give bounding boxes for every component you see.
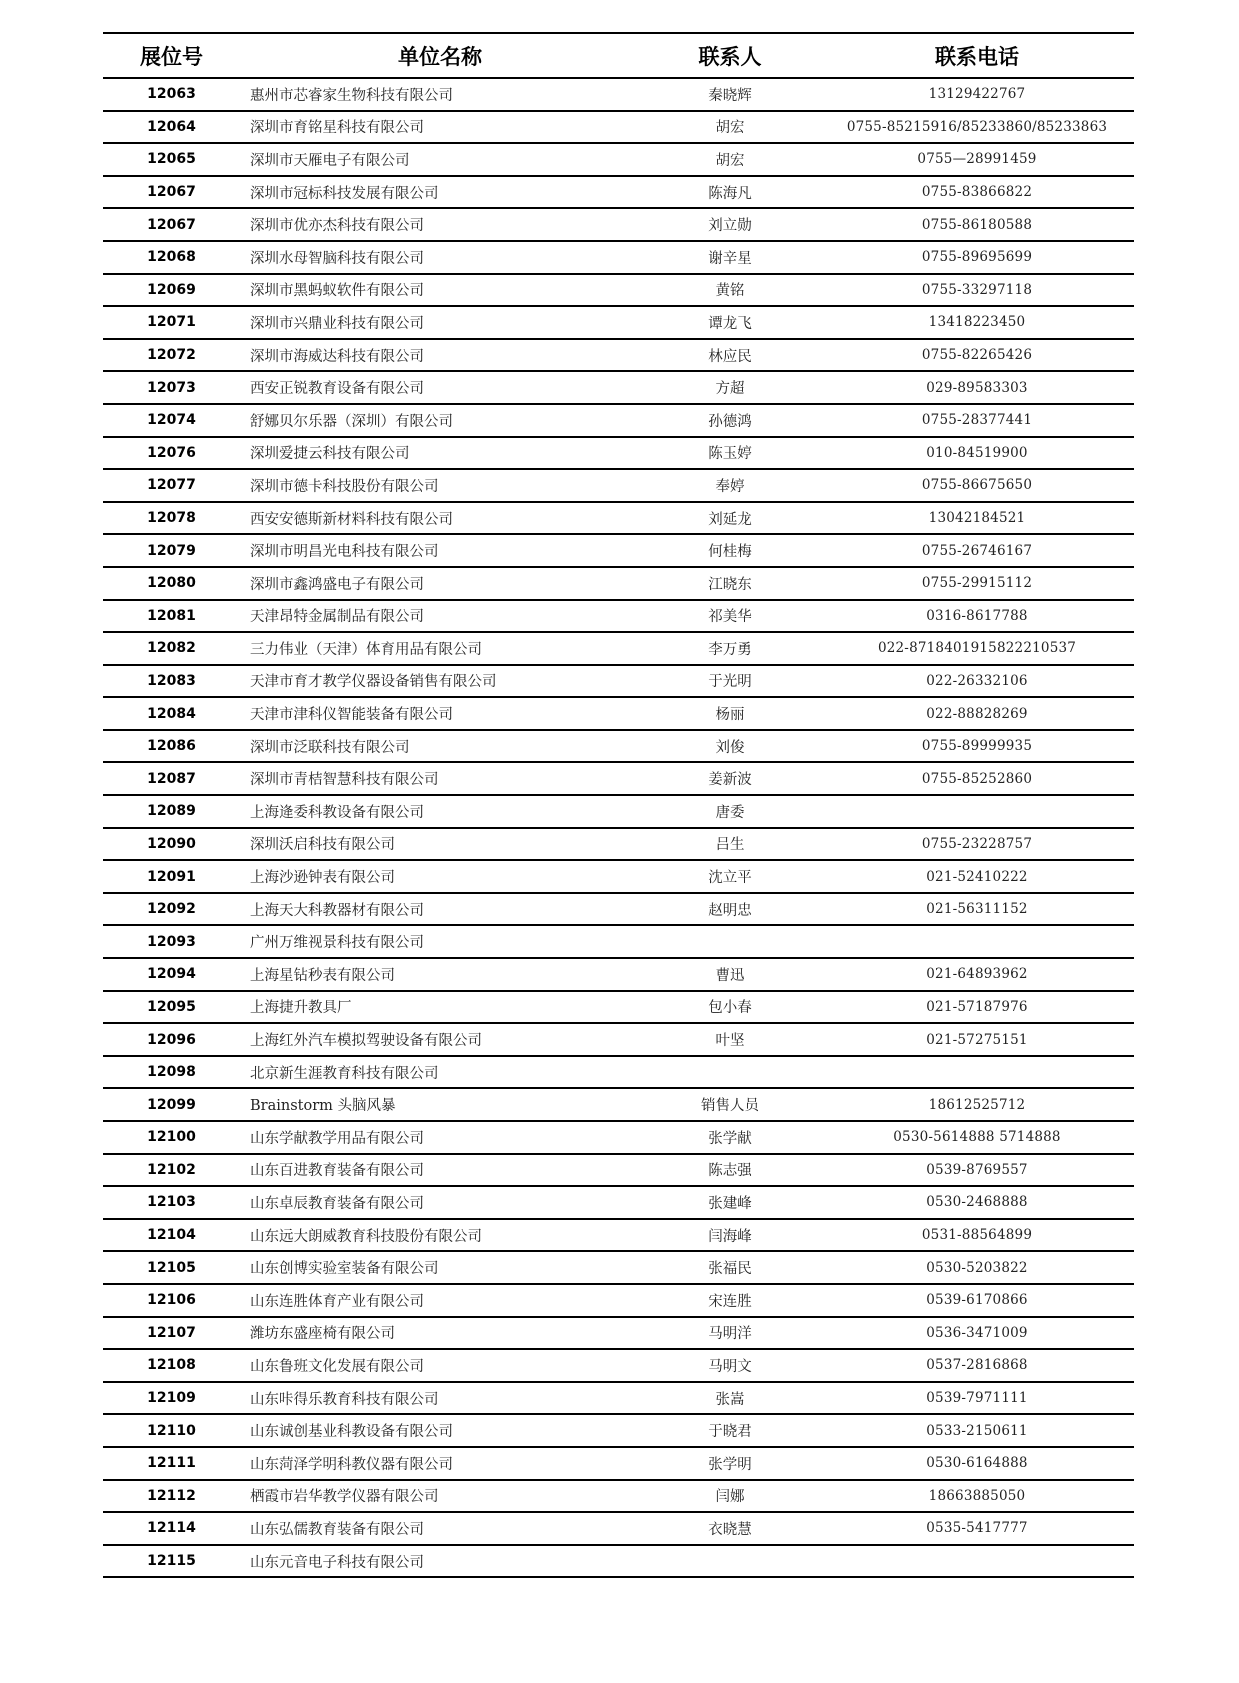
phone-cell: 022-88828269 <box>926 705 1028 722</box>
booth-cell: 12069 <box>147 281 196 298</box>
company-cell: 山东百进教育装备有限公司 <box>250 1163 424 1180</box>
company-cell: 山东远大朗威教育科技股份有限公司 <box>250 1228 482 1245</box>
booth-cell: 12082 <box>147 640 196 657</box>
phone-cell: 021-64893962 <box>926 966 1028 983</box>
contact-cell: 陈志强 <box>708 1163 752 1180</box>
booth-cell: 12099 <box>147 1096 196 1113</box>
contact-cell: 方超 <box>715 381 745 398</box>
booth-cell: 12090 <box>147 835 196 852</box>
booth-cell: 12103 <box>147 1194 196 1211</box>
table-row <box>103 731 1134 764</box>
phone-cell: 029-89583303 <box>926 379 1028 396</box>
phone-cell: 0530-5614888 5714888 <box>893 1129 1061 1146</box>
company-cell: 深圳市优亦杰科技有限公司 <box>250 218 424 235</box>
company-cell: Brainstorm 头脑风暴 <box>250 1098 396 1115</box>
contact-cell: 林应民 <box>708 348 752 365</box>
company-cell: 山东学献教学用品有限公司 <box>250 1130 424 1147</box>
table-row <box>103 1383 1134 1416</box>
phone-cell: 0755-29915112 <box>921 575 1033 592</box>
table-row <box>103 861 1134 894</box>
phone-cell: 0530-2468888 <box>926 1194 1028 1211</box>
booth-cell: 12093 <box>147 933 196 950</box>
booth-cell: 12091 <box>147 868 196 885</box>
contact-cell: 胡宏 <box>715 120 745 137</box>
booth-cell: 12086 <box>147 738 196 755</box>
phone-cell: 021-56311152 <box>926 901 1028 918</box>
contact-cell: 叶坚 <box>715 1033 745 1050</box>
table-row <box>103 829 1134 862</box>
phone-cell: 021-52410222 <box>926 868 1028 885</box>
table-body <box>103 79 1134 1578</box>
table-row <box>103 959 1134 992</box>
company-cell: 舒娜贝尔乐器（深圳）有限公司 <box>250 413 453 430</box>
contact-cell: 李万勇 <box>708 641 752 658</box>
booth-cell: 12073 <box>147 379 196 396</box>
phone-cell: 0755-23228757 <box>921 835 1033 852</box>
booth-cell: 12112 <box>147 1487 196 1504</box>
table-row <box>103 209 1134 242</box>
booth-cell: 12067 <box>147 184 196 201</box>
phone-cell: 0531-88564899 <box>921 1227 1033 1244</box>
contact-cell: 张福民 <box>708 1261 752 1278</box>
phone-cell: 0755—28991459 <box>917 151 1037 168</box>
booth-cell: 12092 <box>147 901 196 918</box>
contact-cell: 奉婷 <box>715 478 745 495</box>
company-cell: 深圳市德卡科技股份有限公司 <box>250 478 439 495</box>
contact-cell: 胡宏 <box>715 152 745 169</box>
booth-cell: 12063 <box>147 86 196 103</box>
table-row <box>103 601 1134 634</box>
company-cell: 山东咔得乐教育科技有限公司 <box>250 1391 439 1408</box>
contact-cell: 马明洋 <box>708 1326 752 1343</box>
contact-cell: 祁美华 <box>708 609 752 626</box>
phone-cell: 022-26332106 <box>926 672 1028 689</box>
company-cell: 山东卓辰教育装备有限公司 <box>250 1195 424 1212</box>
phone-cell: 0539-7971111 <box>926 1390 1028 1407</box>
contact-cell: 张学明 <box>708 1456 752 1473</box>
phone-cell: 0755-26746167 <box>921 542 1033 559</box>
phone-cell: 0755-82265426 <box>921 347 1033 364</box>
booth-cell: 12111 <box>147 1455 196 1472</box>
contact-cell: 杨丽 <box>715 707 745 724</box>
company-cell: 三力伟业（天津）体育用品有限公司 <box>250 641 482 658</box>
contact-cell: 张建峰 <box>708 1195 752 1212</box>
booth-cell: 12100 <box>147 1129 196 1146</box>
exhibitor-table <box>103 32 1134 1578</box>
company-cell: 山东创博实验室装备有限公司 <box>250 1261 439 1278</box>
company-cell: 上海逄委科教设备有限公司 <box>250 804 424 821</box>
phone-cell: 0755-28377441 <box>921 412 1033 429</box>
table-row <box>103 503 1134 536</box>
company-cell: 深圳市泛联科技有限公司 <box>250 739 410 756</box>
phone-cell: 0755-33297118 <box>921 281 1033 298</box>
booth-cell: 12076 <box>147 444 196 461</box>
booth-cell: 12115 <box>147 1553 196 1570</box>
contact-cell: 吕生 <box>715 837 745 854</box>
company-cell: 天津昂特金属制品有限公司 <box>250 609 424 626</box>
booth-cell: 12083 <box>147 672 196 689</box>
booth-cell: 12079 <box>147 542 196 559</box>
phone-cell: 0533-2150611 <box>926 1422 1028 1439</box>
contact-cell: 包小春 <box>708 1000 752 1017</box>
phone-cell: 18612525712 <box>928 1096 1026 1113</box>
company-cell: 深圳水母智脑科技有限公司 <box>250 250 424 267</box>
contact-cell: 于晓君 <box>708 1424 752 1441</box>
table-row <box>103 112 1134 145</box>
contact-cell: 江晓东 <box>708 576 752 593</box>
booth-cell: 12107 <box>147 1324 196 1341</box>
company-cell: 栖霞市岩华教学仪器有限公司 <box>250 1489 439 1506</box>
company-cell: 深圳市冠标科技发展有限公司 <box>250 185 439 202</box>
contact-cell: 沈立平 <box>708 870 752 887</box>
table-row <box>103 1285 1134 1318</box>
contact-cell: 孙德鸿 <box>708 413 752 430</box>
company-cell: 潍坊东盛座椅有限公司 <box>250 1326 395 1343</box>
contact-cell: 张学献 <box>708 1130 752 1147</box>
contact-cell: 闫娜 <box>715 1489 745 1506</box>
table-row <box>103 1448 1134 1481</box>
table-row <box>103 1220 1134 1253</box>
contact-cell: 宋连胜 <box>708 1293 752 1310</box>
table-row <box>103 1252 1134 1285</box>
table-row <box>103 698 1134 731</box>
table-header-row <box>103 34 1134 79</box>
booth-cell: 12087 <box>147 770 196 787</box>
table-row <box>103 633 1134 666</box>
booth-cell: 12084 <box>147 705 196 722</box>
phone-cell: 0755-86180588 <box>921 216 1033 233</box>
company-cell: 山东元音电子科技有限公司 <box>250 1554 424 1571</box>
contact-cell: 陈海凡 <box>708 185 752 202</box>
table-row <box>103 372 1134 405</box>
table-row <box>103 1318 1134 1351</box>
company-cell: 深圳市海威达科技有限公司 <box>250 348 424 365</box>
table-row <box>103 1187 1134 1220</box>
booth-cell: 12095 <box>147 998 196 1015</box>
phone-cell: 0537-2816868 <box>926 1357 1028 1374</box>
contact-cell: 于光明 <box>708 674 752 691</box>
company-cell: 深圳市天雁电子有限公司 <box>250 152 410 169</box>
phone-cell: 0755-89999935 <box>921 738 1033 755</box>
table-row <box>103 438 1134 471</box>
contact-cell: 姜新波 <box>708 772 752 789</box>
company-cell: 山东连胜体育产业有限公司 <box>250 1293 424 1310</box>
company-cell: 深圳市青桔智慧科技有限公司 <box>250 772 439 789</box>
booth-cell: 12104 <box>147 1227 196 1244</box>
company-cell: 深圳市黑蚂蚁软件有限公司 <box>250 283 424 300</box>
company-cell: 山东诚创基业科教设备有限公司 <box>250 1424 453 1441</box>
contact-cell: 张嵩 <box>715 1391 745 1408</box>
booth-cell: 12114 <box>147 1520 196 1537</box>
booth-cell: 12110 <box>147 1422 196 1439</box>
contact-cell: 谭龙飞 <box>708 315 752 332</box>
company-cell: 山东鲁班文化发展有限公司 <box>250 1358 424 1375</box>
company-cell: 西安安德斯新材料科技有限公司 <box>250 511 453 528</box>
table-row <box>103 1122 1134 1155</box>
table-row <box>103 926 1134 959</box>
phone-cell: 13418223450 <box>928 314 1026 331</box>
table-row <box>103 992 1134 1025</box>
company-cell: 山东弘儒教育装备有限公司 <box>250 1521 424 1538</box>
phone-cell: 0536-3471009 <box>926 1324 1028 1341</box>
contact-cell: 赵明忠 <box>708 902 752 919</box>
company-cell: 深圳市明昌光电科技有限公司 <box>250 544 439 561</box>
contact-cell: 秦晓辉 <box>708 87 752 104</box>
company-cell: 深圳市兴鼎业科技有限公司 <box>250 315 424 332</box>
booth-cell: 12078 <box>147 510 196 527</box>
table-row <box>103 763 1134 796</box>
company-cell: 天津市津科仪智能装备有限公司 <box>250 707 453 724</box>
contact-cell: 刘立勋 <box>708 218 752 235</box>
booth-cell: 12074 <box>147 412 196 429</box>
company-cell: 深圳爱捷云科技有限公司 <box>250 446 410 463</box>
company-cell: 上海天大科教器材有限公司 <box>250 902 424 919</box>
booth-cell: 12067 <box>147 216 196 233</box>
phone-cell: 18663885050 <box>928 1487 1026 1504</box>
booth-cell: 12071 <box>147 314 196 331</box>
booth-cell: 12068 <box>147 249 196 266</box>
booth-cell: 12105 <box>147 1259 196 1276</box>
company-cell: 上海红外汽车模拟驾驶设备有限公司 <box>250 1033 482 1050</box>
contact-cell: 衣晓慧 <box>708 1521 752 1538</box>
phone-cell: 0316-8617788 <box>926 607 1028 624</box>
table-row <box>103 666 1134 699</box>
table-row <box>103 894 1134 927</box>
company-cell: 深圳市育铭星科技有限公司 <box>250 120 424 137</box>
booth-cell: 12094 <box>147 966 196 983</box>
booth-cell: 12080 <box>147 575 196 592</box>
table-row <box>103 470 1134 503</box>
booth-cell: 12096 <box>147 1031 196 1048</box>
table-row <box>103 1089 1134 1122</box>
table-row <box>103 1415 1134 1448</box>
booth-cell: 12065 <box>147 151 196 168</box>
phone-cell: 13129422767 <box>928 86 1026 103</box>
company-cell: 北京新生涯教育科技有限公司 <box>250 1065 439 1082</box>
table-row <box>103 1155 1134 1188</box>
phone-cell: 021-57187976 <box>926 998 1028 1015</box>
company-cell: 天津市育才教学仪器设备销售有限公司 <box>250 674 497 691</box>
phone-cell: 0535-5417777 <box>926 1520 1028 1537</box>
table-row <box>103 79 1134 112</box>
phone-cell: 13042184521 <box>928 510 1026 527</box>
table-row <box>103 568 1134 601</box>
table-row <box>103 796 1134 829</box>
phone-cell: 0755-85252860 <box>921 770 1033 787</box>
table-row <box>103 144 1134 177</box>
table-row <box>103 1546 1134 1579</box>
phone-cell: 0755-83866822 <box>921 184 1033 201</box>
contact-cell: 陈玉婷 <box>708 446 752 463</box>
table-row <box>103 307 1134 340</box>
table-row <box>103 340 1134 373</box>
phone-cell: 0530-5203822 <box>926 1259 1028 1276</box>
phone-cell: 0755-86675650 <box>921 477 1033 494</box>
booth-cell: 12102 <box>147 1161 196 1178</box>
table-row <box>103 177 1134 210</box>
phone-cell: 0530-6164888 <box>926 1455 1028 1472</box>
header-phone: 联系电话 <box>935 44 1019 69</box>
contact-cell: 闫海峰 <box>708 1228 752 1245</box>
company-cell: 广州万维视景科技有限公司 <box>250 935 424 952</box>
contact-cell: 黄铭 <box>715 283 745 300</box>
booth-cell: 12106 <box>147 1292 196 1309</box>
company-cell: 上海沙逊钟表有限公司 <box>250 870 395 887</box>
table-row <box>103 405 1134 438</box>
booth-cell: 12077 <box>147 477 196 494</box>
phone-cell: 0539-6170866 <box>926 1292 1028 1309</box>
contact-cell: 刘俊 <box>715 739 745 756</box>
contact-cell: 何桂梅 <box>708 544 752 561</box>
contact-cell: 唐委 <box>715 804 745 821</box>
phone-cell: 0755-85215916/85233860/85233863 <box>846 118 1108 135</box>
company-cell: 深圳市鑫鸿盛电子有限公司 <box>250 576 424 593</box>
phone-cell: 022-8718401915822210537 <box>877 640 1077 657</box>
booth-cell: 12064 <box>147 118 196 135</box>
phone-cell: 0539-8769557 <box>926 1161 1028 1178</box>
company-cell: 上海星钻秒表有限公司 <box>250 967 395 984</box>
booth-cell: 12098 <box>147 1064 196 1081</box>
header-company: 单位名称 <box>398 44 482 69</box>
table-row <box>103 1024 1134 1057</box>
table-row <box>103 1481 1134 1514</box>
contact-cell: 曹迅 <box>715 967 745 984</box>
company-cell: 山东菏泽学明科教仪器有限公司 <box>250 1456 453 1473</box>
company-cell: 西安正锐教育设备有限公司 <box>250 381 424 398</box>
booth-cell: 12081 <box>147 607 196 624</box>
phone-cell: 0755-89695699 <box>921 249 1033 266</box>
company-cell: 深圳沃启科技有限公司 <box>250 837 395 854</box>
contact-cell: 马明文 <box>708 1358 752 1375</box>
table-row <box>103 242 1134 275</box>
table-row <box>103 275 1134 308</box>
booth-cell: 12072 <box>147 347 196 364</box>
contact-cell: 销售人员 <box>701 1098 759 1115</box>
table-row <box>103 535 1134 568</box>
phone-cell: 021-57275151 <box>926 1031 1028 1048</box>
company-cell: 惠州市芯睿家生物科技有限公司 <box>250 87 453 104</box>
header-contact: 联系人 <box>698 44 762 69</box>
table-row <box>103 1513 1134 1546</box>
header-booth: 展位号 <box>140 44 203 69</box>
table-row <box>103 1350 1134 1383</box>
booth-cell: 12108 <box>147 1357 196 1374</box>
phone-cell: 010-84519900 <box>926 444 1028 461</box>
booth-cell: 12089 <box>147 803 196 820</box>
document-page <box>103 32 1134 1578</box>
contact-cell: 谢辛星 <box>708 250 752 267</box>
company-cell: 上海捷升教具厂 <box>250 1000 352 1017</box>
contact-cell: 刘延龙 <box>708 511 752 528</box>
table-row <box>103 1057 1134 1090</box>
booth-cell: 12109 <box>147 1390 196 1407</box>
